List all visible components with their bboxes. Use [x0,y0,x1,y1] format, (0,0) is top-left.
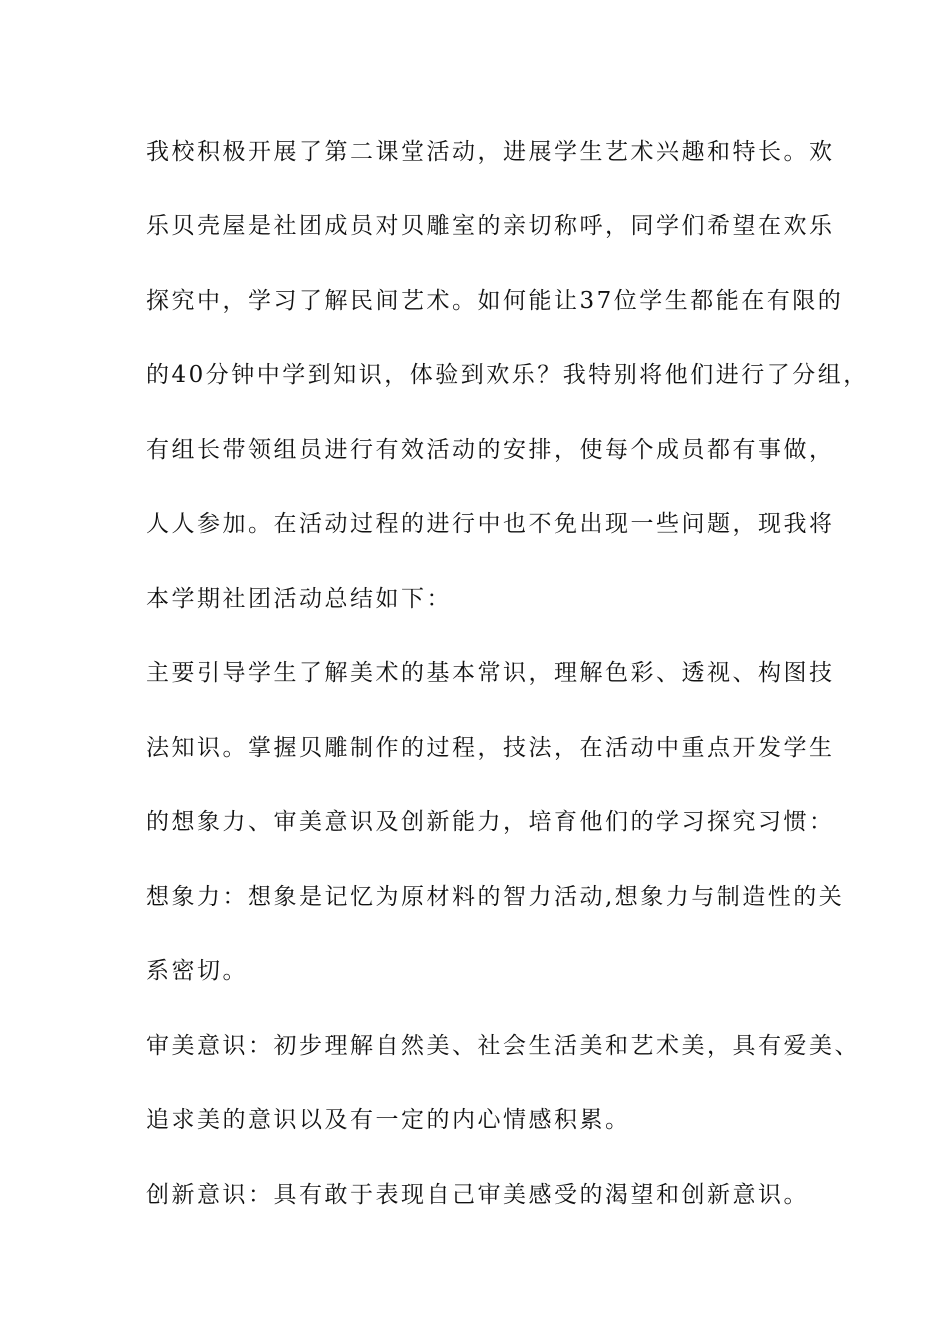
text-line: 探究中，学习了解民间艺术。如何能让37位学生都能在有限的 [146,288,844,314]
text-line: 乐贝壳屋是社团成员对贝雕室的亲切称呼，同学们希望在欢乐 [146,213,835,239]
text-line: 人人参加。在活动过程的进行中也不免出现一些问题，现我将 [146,511,835,537]
text-line: 法知识。掌握贝雕制作的过程，技法，在活动中重点开发学生 [146,735,835,761]
text-line: 追求美的意识以及有一定的内心情感积累。 [146,1107,631,1133]
text-line: 想象力：想象是记忆为原材料的智力活动,想象力与制造性的关 [146,884,845,910]
text-line: 创新意识：具有敢于表现自己审美感受的渴望和创新意识。 [146,1182,809,1208]
text-line: 本学期社团活动总结如下： [146,586,452,612]
text-line: 我校积极开展了第二课堂活动，进展学生艺术兴趣和特长。欢 [146,139,835,165]
text-line: 有组长带领组员进行有效活动的安排，使每个成员都有事做， [146,437,835,463]
text-line: 主要引导学生了解美术的基本常识，理解色彩、透视、构图技 [146,660,835,686]
text-line: 的想象力、审美意识及创新能力，培育他们的学习探究习惯： [146,809,835,835]
text-line: 的40分钟中学到知识，体验到欢乐？我特别将他们进行了分组， [146,362,869,388]
text-line: 审美意识：初步理解自然美、社会生活美和艺术美，具有爱美、 [146,1033,860,1059]
text-line: 系密切。 [146,958,248,984]
